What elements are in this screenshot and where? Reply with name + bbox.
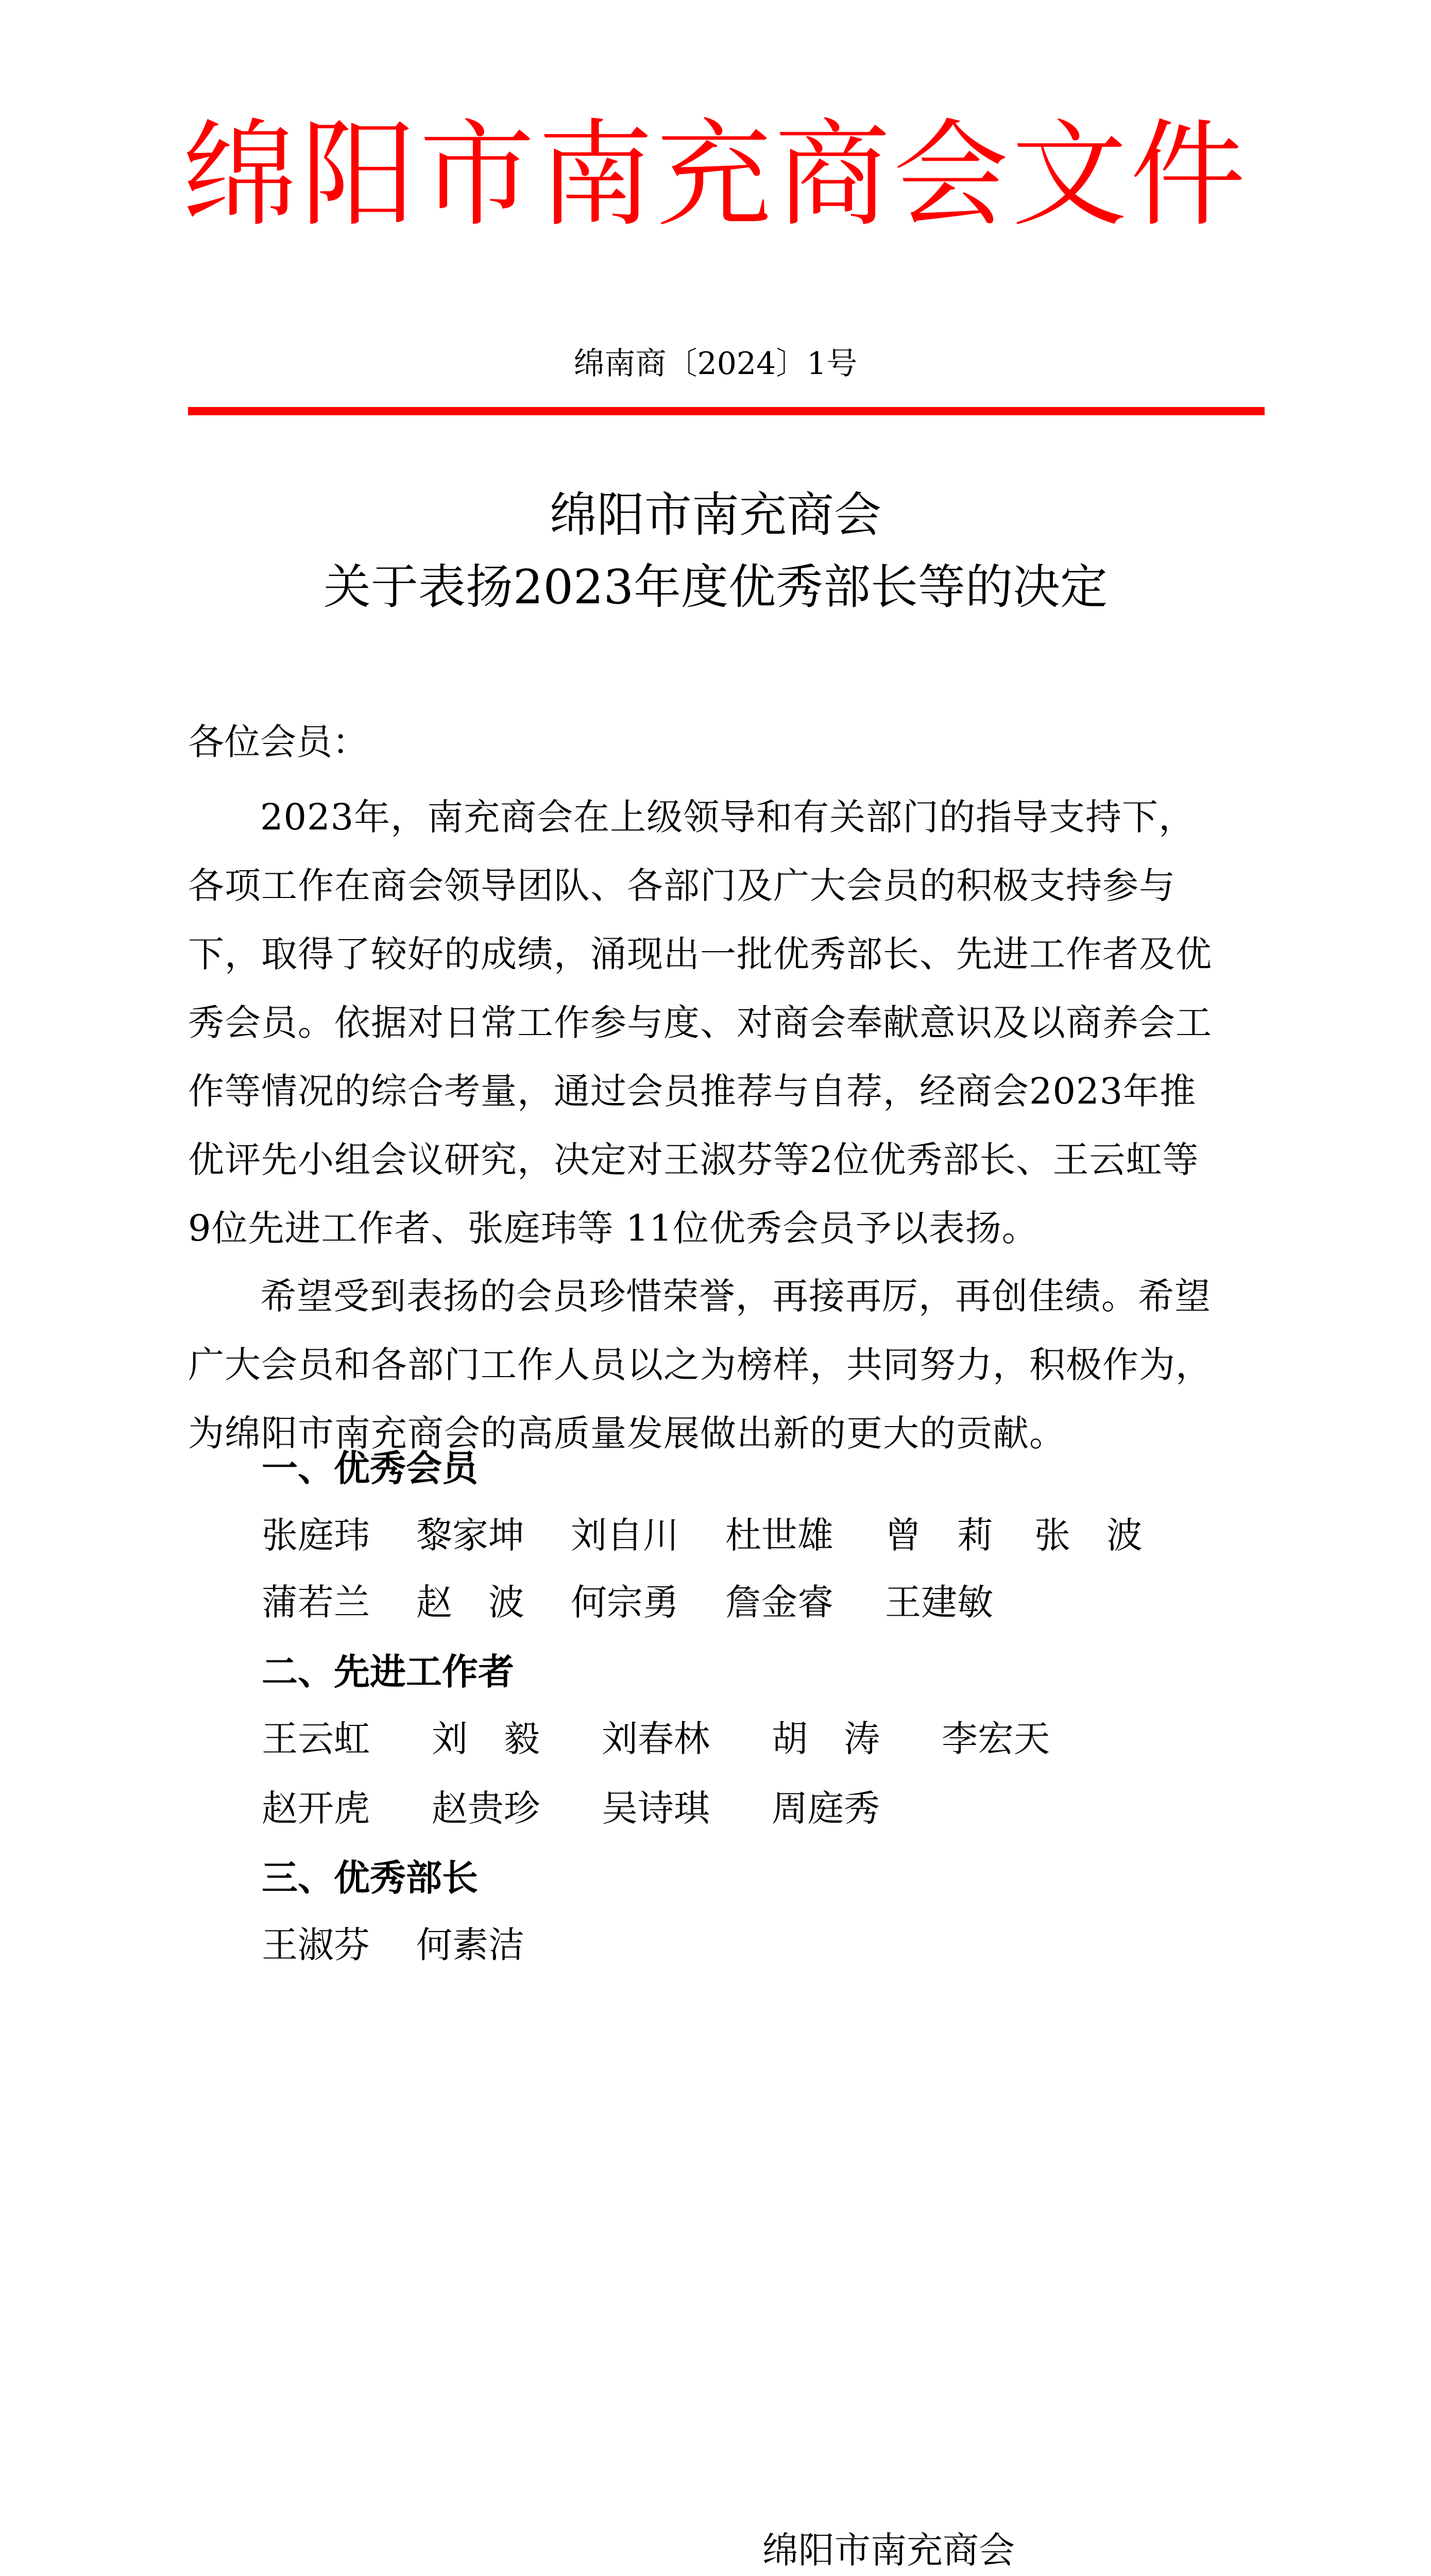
honoree-name: 何素洁 (416, 1924, 524, 1966)
honoree-name: 刘 毅 (432, 1718, 540, 1760)
honoree-name: 赵 波 (416, 1581, 524, 1623)
honoree-name: 杜世雄 (725, 1514, 833, 1556)
paragraph-1 (188, 783, 1265, 1263)
honoree-name: 李宏天 (942, 1718, 1050, 1760)
paragraph-1-line: 下，取得了较好的成绩，涌现出一批优秀部长、先进工作者及优 (188, 933, 1212, 975)
honoree-name: 曾 莉 (885, 1514, 993, 1556)
honoree-name: 张 波 (1034, 1514, 1143, 1556)
header-red-rule (188, 407, 1265, 415)
name-row (0, 1577, 1431, 1628)
honoree-name: 吴诗琪 (602, 1787, 710, 1829)
name-row (0, 1510, 1431, 1561)
honoree-name: 胡 涛 (772, 1718, 880, 1760)
masthead-title: 绵阳市南充商会文件 (182, 108, 1249, 242)
name-row (0, 1919, 1431, 1971)
paragraph-2-line: 为绵阳市南充商会的高质量发展做出新的更大的贡献。 (188, 1412, 1066, 1454)
paragraph-2-line: 广大会员和各部门工作人员以之为榜样，共同努力，积极作为， (188, 1344, 1212, 1386)
honoree-name: 王云虹 (262, 1718, 370, 1760)
honoree-name: 周庭秀 (772, 1787, 880, 1829)
honoree-name: 刘春林 (602, 1718, 710, 1760)
paragraph-1-line: 秀会员。依据对日常工作参与度、对商会奉献意识及以商养会工 (188, 1002, 1212, 1044)
paragraph-1-line: 各项工作在商会领导团队、各部门及广大会员的积极支持参与 (188, 865, 1176, 907)
paragraph-2-line: 希望受到表扬的会员珍惜荣誉，再接再厉，再创佳绩。希望 (260, 1275, 1211, 1317)
honoree-name: 赵开虎 (262, 1787, 370, 1829)
paragraph-1-line: 优评先小组会议研究，决定对王淑芬等2位优秀部长、王云虹等 (188, 1139, 1199, 1181)
honoree-name: 黎家坤 (416, 1514, 524, 1556)
section-heading: 一、优秀会员 (262, 1447, 478, 1489)
paragraph-2 (188, 1262, 1265, 1468)
document-title-line1: 绵阳市南充商会 (549, 487, 881, 543)
honoree-name: 张庭玮 (262, 1514, 370, 1556)
document-title-line2: 关于表扬2023年度优秀部长等的决定 (323, 560, 1108, 615)
paragraph-1-line: 9位先进工作者、张庭玮等 11位优秀会员予以表扬。 (188, 1207, 1038, 1249)
name-row (0, 1713, 1431, 1765)
salutation: 各位会员： (188, 721, 368, 763)
section-heading: 三、优秀部长 (262, 1857, 478, 1899)
honoree-name: 蒲若兰 (262, 1581, 370, 1623)
paragraph-1-line: 2023年，南充商会在上级领导和有关部门的指导支持下， (260, 796, 1196, 838)
honoree-name: 王建敏 (885, 1581, 993, 1623)
name-row (0, 1783, 1431, 1834)
honoree-name: 詹金睿 (725, 1581, 833, 1623)
honoree-name: 王淑芬 (262, 1924, 370, 1966)
signature-organization: 绵阳市南充商会 (762, 2529, 1015, 2571)
section-heading: 二、先进工作者 (262, 1651, 514, 1693)
honoree-name: 刘自川 (571, 1514, 679, 1556)
honoree-name: 赵贵珍 (432, 1787, 540, 1829)
paragraph-1-line: 作等情况的综合考量，通过会员推荐与自荐，经商会2023年推 (188, 1070, 1197, 1112)
honoree-name: 何宗勇 (571, 1581, 679, 1623)
document-number: 绵南商〔2024〕1号 (573, 346, 858, 382)
